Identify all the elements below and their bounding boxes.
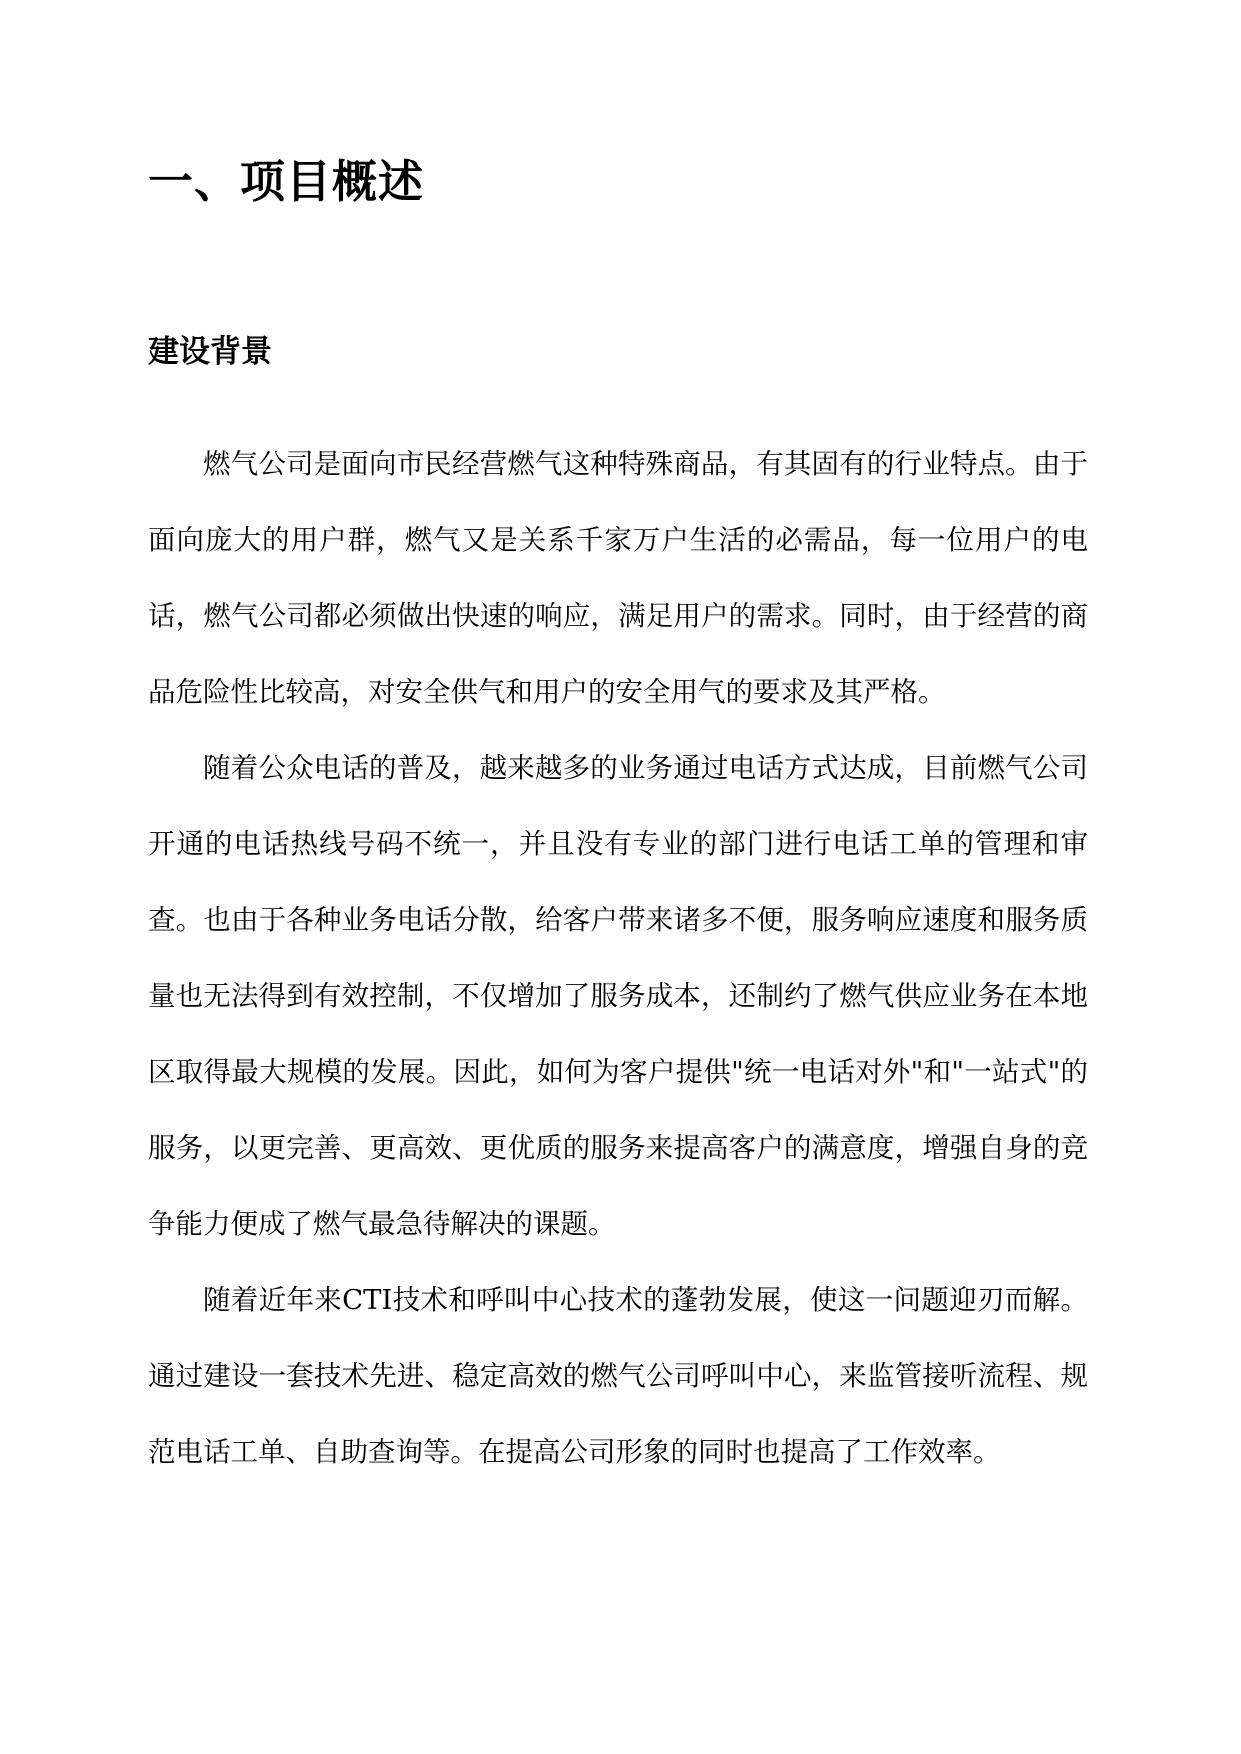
paragraph-1: 燃气公司是面向市民经营燃气这种特殊商品，有其固有的行业特点。由于面向庞大的用户群，燃气又是关系千家万户生活的必需品，每一位用户的电话，燃气公司都必须做出快速的响应，满足用户的需求。同时，由于经营的商品危险性比较高，对安全供气和用户的安全用气的要求及其严格。 [148, 448, 1088, 708]
paragraph-3: 随着近年来CTI技术和呼叫中心技术的蓬勃发展，使这一问题迎刃而解。通过建设一套技术先进、稳定高效的燃气公司呼叫中心，来监管接听流程、规范电话工单、自助查询等。在提高公司形象的同时也提高了工作效率。 [148, 1284, 1088, 1468]
body-text [148, 426, 1088, 1490]
paragraph-2: 随着公众电话的普及，越来越多的业务通过电话方式达成，目前燃气公司开通的电话热线号码不统一，并且没有专业的部门进行电话工单的管理和审查。也由于各种业务电话分散，给客户带来诸多不便，服务响应速度和服务质量也无法得到有效控制，不仅增加了服务成本，还制约了燃气供应业务在本地区取得最大规模的发展。因此，如何为客户提供"统一电话对外"和"一站式"的服务，以更完善、更高效、更优质的服务来提高客户的满意度，增强自身的竞争能力便成了燃气最急待解决的课题。 [148, 752, 1088, 1240]
chapter-heading: 一、项目概述 [148, 155, 425, 208]
section-title: 建设背景 [148, 334, 272, 370]
